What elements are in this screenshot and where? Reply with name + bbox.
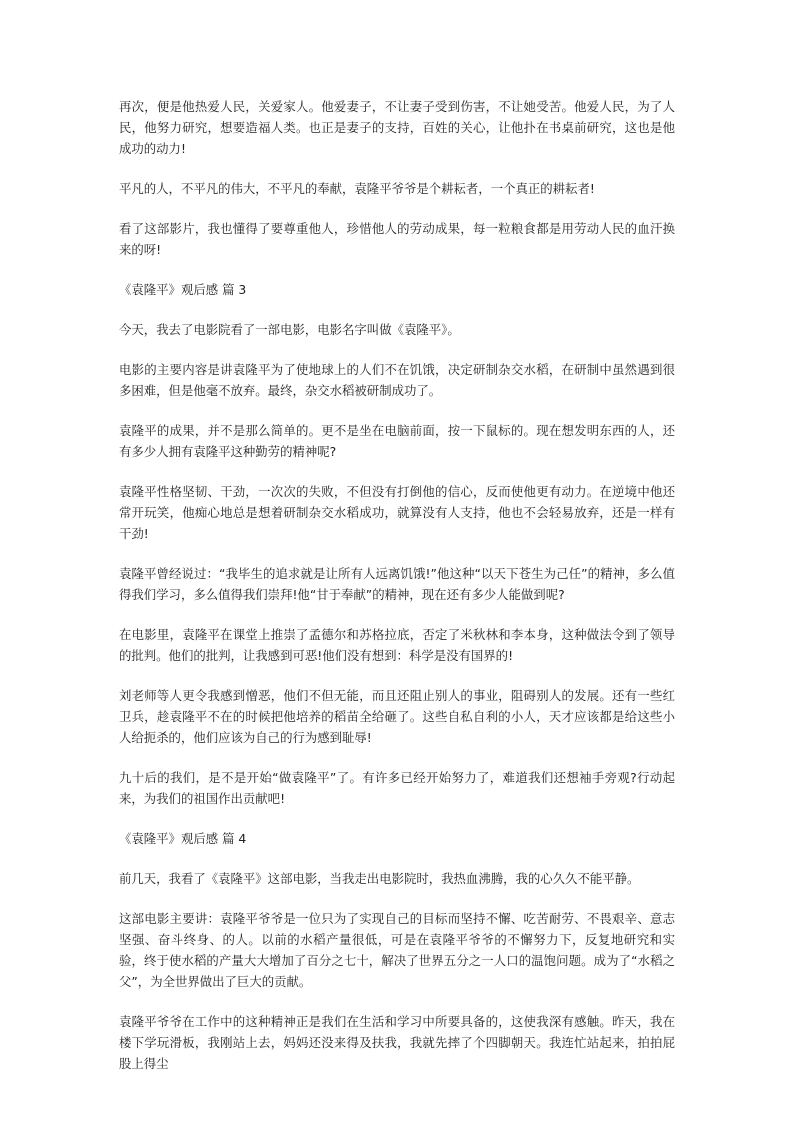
paragraph: 袁隆平爷爷在工作中的这种精神正是我们在生活和学习中所要具备的，这使我深有感触。昨天，我在楼下学玩滑板，我刚站上去，妈妈还没来得及扶我，我就先摔了个四脚朝天。我连忙站起来，拍拍屁股上得尘: [119, 1014, 675, 1071]
paragraph: 这部电影主要讲：袁隆平爷爷是一位只为了实现自己的目标而坚持不懈、吃苦耐劳、不畏艰辛、意志坚强、奋斗终身、的人。以前的水稻产量很低，可是在袁隆平爷爷的不懈努力下，反复地研究和实验，终于使水稻的产量大大增加了百分之七十，解决了世界五分之一人口的温饱问题。成为了“水稻之父”，为全世界做出了巨大的贡献。: [119, 911, 675, 989]
document-body: [119, 96, 675, 1093]
section-heading: 《袁隆平》观后感 篇 3: [119, 282, 247, 297]
paragraph: 在电影里，袁隆平在课堂上推崇了孟德尔和苏格拉底，否定了米秋林和李本身，这种做法令到了领导的批判。他们的批判，让我感到可恶!他们没有想到：科学是没有国界的!: [119, 627, 675, 663]
paragraph: 袁隆平曾经说过：“我毕生的追求就是让所有人远离饥饿!”他这种“以天下苍生为己任”的精神，多么值得我们学习，多么值得我们崇拜!他“甘于奉献”的精神，现在还有多少人能做到呢?: [119, 566, 675, 602]
paragraph: 平凡的人，不平凡的伟大，不平凡的奉献，袁隆平爷爷是个耕耘者，一个真正的耕耘者!: [119, 181, 595, 196]
section-heading: 《袁隆平》观后感 篇 4: [119, 831, 247, 846]
paragraph: 看了这部影片，我也懂得了要尊重他人，珍惜他人的劳动成果，每一粒粮食都是用劳动人民的血汗换来的呀!: [119, 221, 675, 257]
paragraph: 九十后的我们，是不是开始“做袁隆平”了。有许多已经开始努力了，难道我们还想袖手旁观?行动起来，为我们的祖国作出贡献吧!: [119, 770, 675, 806]
paragraph: 袁隆平的成果，并不是那么简单的。更不是坐在电脑前面，按一下鼠标的。现在想发明东西的人，还有多少人拥有袁隆平这种勤劳的精神呢?: [119, 423, 675, 459]
paragraph: 再次，便是他热爱人民，关爱家人。他爱妻子，不让妻子受到伤害，不让她受苦。他爱人民，为了人民，他努力研究，想要造福人类。也正是妻子的支持，百姓的关心，让他扑在书桌前研究，这也是他成功的动力!: [119, 99, 675, 156]
paragraph: 今天，我去了电影院看了一部电影，电影名字叫做《袁隆平》。: [119, 322, 460, 337]
paragraph: 电影的主要内容是讲袁隆平为了使地球上的人们不在饥饿，决定研制杂交水稻，在研制中虽然遇到很多困难，但是他毫不放弃。最终，杂交水稻被研制成功了。: [119, 362, 675, 398]
paragraph: 袁隆平性格坚韧、干劲，一次次的失败，不但没有打倒他的信心，反而使他更有动力。在逆境中他还常开玩笑，他痴心地总是想着研制杂交水稻成功，就算没有人支持，他也不会轻易放弃，还是一样有干劲!: [119, 484, 675, 541]
paragraph: 前几天，我看了《袁隆平》这部电影，当我走出电影院时，我热血沸腾，我的心久久不能平静。: [119, 871, 640, 886]
paragraph: 刘老师等人更令我感到憎恶，他们不但无能，而且还阻止别人的事业，阻碍别人的发展。还有一些红卫兵，趁袁隆平不在的时候把他培养的稻苗全给砸了。这些自私自利的小人，天才应该都是给这些小人给扼杀的，他们应该为自己的行为感到耻辱!: [119, 688, 675, 745]
